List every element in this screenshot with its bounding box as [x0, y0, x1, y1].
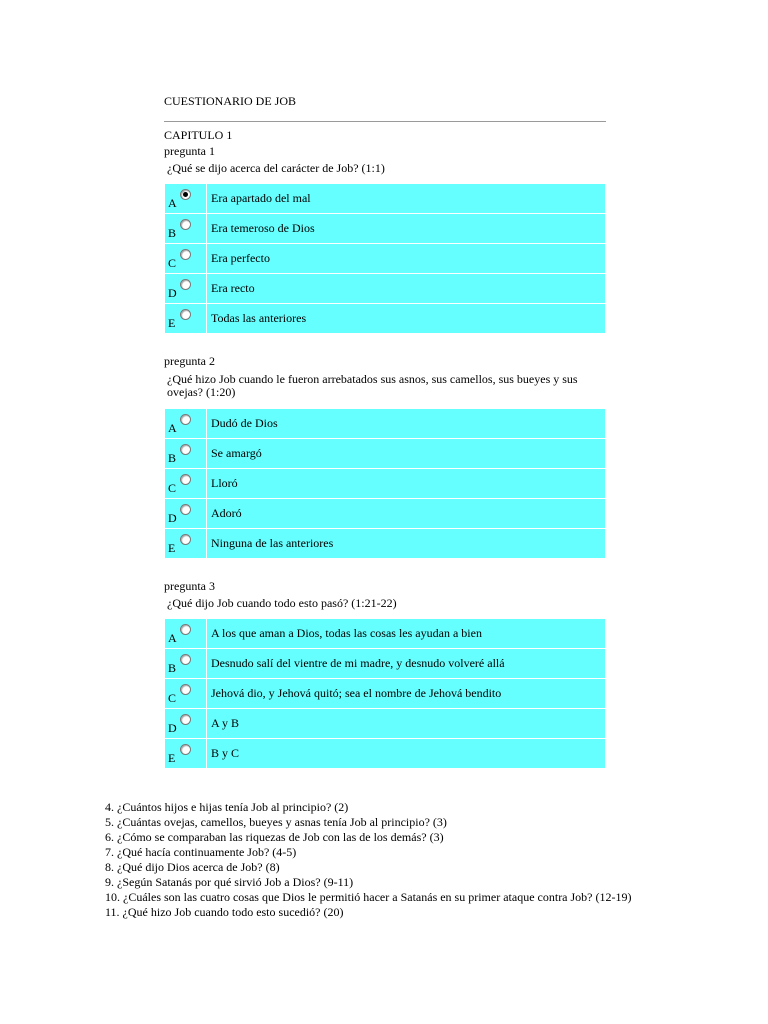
- option-text: Jehová dio, y Jehová quitó; sea el nombre de Jehová bendito: [211, 686, 502, 700]
- option-letter-cell: [165, 274, 206, 303]
- option-text-cell: [207, 409, 605, 438]
- option-letter-cell: [165, 529, 206, 558]
- option-letter-cell: [165, 439, 206, 468]
- radio-button[interactable]: [180, 504, 191, 515]
- option-text: Era perfecto: [211, 251, 270, 265]
- radio-button[interactable]: [180, 219, 191, 230]
- option-letter: D: [168, 721, 177, 735]
- option-text: Era recto: [211, 281, 255, 295]
- options-q3: [165, 619, 605, 769]
- answer-option[interactable]: [165, 469, 605, 498]
- option-text-cell: [207, 469, 605, 498]
- option-text-cell: [207, 679, 605, 708]
- option-letter-cell: [165, 244, 206, 273]
- chapter-heading: CAPITULO 1: [164, 128, 233, 142]
- option-letter-cell: [165, 679, 206, 708]
- option-letter: D: [168, 511, 177, 525]
- option-text: Dudó de Dios: [211, 416, 278, 430]
- radio-button[interactable]: [180, 444, 191, 455]
- option-text-cell: [207, 184, 605, 213]
- option-letter-cell: [165, 469, 206, 498]
- option-letter-cell: [165, 619, 206, 648]
- answer-option[interactable]: [165, 739, 605, 768]
- option-text: Desnudo salí del vientre de mi madre, y desnudo volveré allá: [211, 656, 505, 670]
- option-letter: B: [168, 661, 177, 675]
- option-letter: A: [168, 631, 177, 645]
- option-letter-cell: [165, 739, 206, 768]
- option-letter: E: [168, 541, 176, 555]
- option-text-cell: [207, 304, 605, 333]
- radio-button[interactable]: [180, 684, 191, 695]
- option-letter: C: [168, 256, 177, 270]
- option-letter: E: [168, 751, 176, 765]
- radio-button[interactable]: [180, 309, 191, 320]
- radio-button[interactable]: [180, 534, 191, 545]
- option-letter: B: [168, 451, 177, 465]
- answer-option[interactable]: [165, 499, 605, 528]
- question-list-item: 11. ¿Qué hizo Job cuando todo esto sucedió? (20): [105, 905, 344, 919]
- radio-button[interactable]: [180, 744, 191, 755]
- answer-option[interactable]: [165, 304, 605, 333]
- radio-button[interactable]: [180, 624, 191, 635]
- question-list-item: 7. ¿Qué hacía continuamente Job? (4-5): [105, 845, 297, 859]
- radio-button[interactable]: [180, 189, 191, 200]
- question-text: ¿Qué dijo Job cuando todo esto pasó? (1:21-22): [167, 596, 397, 610]
- question-text: ¿Qué hizo Job cuando le fueron arrebatados sus asnos, sus camellos, sus bueyes y sus ovejas? (1:20): [167, 372, 578, 399]
- question-list-item: 6. ¿Cómo se comparaban las riquezas de Job con las de los demás? (3): [105, 830, 444, 844]
- question-text: ¿Qué se dijo acerca del carácter de Job? (1:1): [167, 161, 385, 175]
- option-letter-cell: [165, 709, 206, 738]
- option-letter: E: [168, 316, 176, 330]
- option-text-cell: [207, 649, 605, 678]
- option-text: Se amargó: [211, 446, 262, 460]
- radio-button[interactable]: [180, 279, 191, 290]
- option-text-cell: [207, 709, 605, 738]
- option-text: Adoró: [211, 506, 242, 520]
- option-text-cell: [207, 439, 605, 468]
- answer-option[interactable]: [165, 274, 605, 303]
- question-list-item: 4. ¿Cuántos hijos e hijas tenía Job al principio? (2): [105, 800, 349, 814]
- radio-button[interactable]: [180, 249, 191, 260]
- option-text-cell: [207, 619, 605, 648]
- option-letter-cell: [165, 409, 206, 438]
- horizontal-rule: [164, 121, 606, 122]
- options-q1: [165, 184, 605, 334]
- option-letter: B: [168, 226, 177, 240]
- option-text: A los que aman a Dios, todas las cosas les ayudan a bien: [211, 626, 482, 640]
- option-text-cell: [207, 529, 605, 558]
- option-text-cell: [207, 499, 605, 528]
- option-letter: A: [168, 421, 177, 435]
- option-text: Lloró: [211, 476, 238, 490]
- question-list-item: 9. ¿Según Satanás por qué sirvió Job a Dios? (9-11): [105, 875, 354, 889]
- option-letter-cell: [165, 304, 206, 333]
- answer-option[interactable]: [165, 619, 605, 648]
- question-list-item: 8. ¿Qué dijo Dios acerca de Job? (8): [105, 860, 280, 874]
- option-letter-cell: [165, 499, 206, 528]
- option-text-cell: [207, 739, 605, 768]
- question-label: pregunta 3: [164, 579, 215, 593]
- option-letter-cell: [165, 184, 206, 213]
- option-letter-cell: [165, 214, 206, 243]
- option-letter: D: [168, 286, 177, 300]
- option-letter: C: [168, 481, 177, 495]
- options-q2: [165, 409, 605, 559]
- answer-option[interactable]: [165, 244, 605, 273]
- option-text: Todas las anteriores: [211, 311, 307, 325]
- answer-option[interactable]: [165, 679, 605, 708]
- question-list-item: 10. ¿Cuáles son las cuatro cosas que Dios le permitió hacer a Satanás en su primer ataque contra Job? (12-19): [105, 890, 632, 904]
- question-label: pregunta 1: [164, 144, 215, 158]
- answer-option[interactable]: [165, 439, 605, 468]
- radio-button[interactable]: [180, 414, 191, 425]
- answer-option[interactable]: [165, 184, 605, 213]
- option-letter: C: [168, 691, 177, 705]
- option-text: Era apartado del mal: [211, 191, 311, 205]
- option-text-cell: [207, 214, 605, 243]
- answer-option[interactable]: [165, 214, 605, 243]
- answer-option[interactable]: [165, 649, 605, 678]
- option-letter-cell: [165, 649, 206, 678]
- question-list-item: 5. ¿Cuántas ovejas, camellos, bueyes y asnas tenía Job al principio? (3): [105, 815, 447, 829]
- option-text: B y C: [211, 746, 240, 760]
- option-letter: A: [168, 196, 177, 210]
- option-text: A y B: [211, 716, 240, 730]
- answer-option[interactable]: [165, 709, 605, 738]
- remaining-questions-list: [105, 800, 632, 920]
- option-text: Ninguna de las anteriores: [211, 536, 334, 550]
- answer-option[interactable]: [165, 529, 605, 558]
- question-label: pregunta 2: [164, 354, 215, 368]
- option-text: Era temeroso de Dios: [211, 221, 315, 235]
- document-title: CUESTIONARIO DE JOB: [164, 94, 296, 108]
- radio-button[interactable]: [180, 654, 191, 665]
- radio-button[interactable]: [180, 474, 191, 485]
- radio-button[interactable]: [180, 714, 191, 725]
- option-text-cell: [207, 244, 605, 273]
- answer-option[interactable]: [165, 409, 605, 438]
- option-text-cell: [207, 274, 605, 303]
